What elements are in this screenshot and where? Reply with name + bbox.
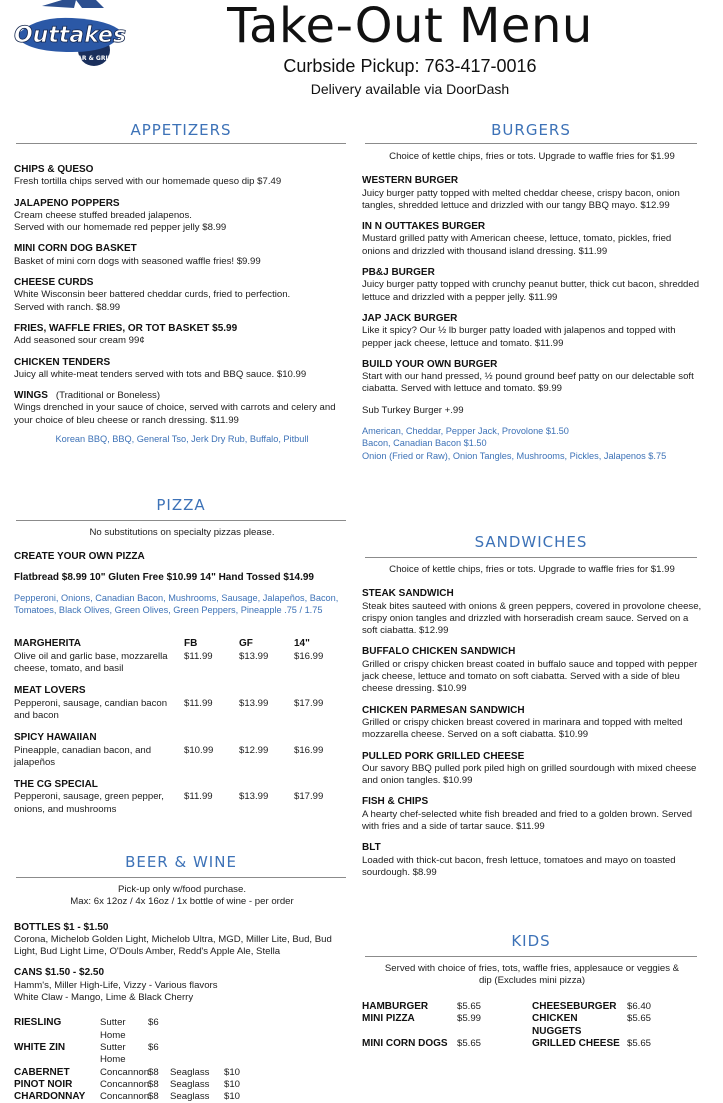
item-desc: White Wisconsin beer battered cheddar curds, fried to perfection. xyxy=(14,289,291,301)
price-gf: $13.99 xyxy=(239,650,269,662)
list-item xyxy=(362,267,702,304)
wine-price: $8 xyxy=(148,1091,159,1103)
burgers-title: BURGERS xyxy=(491,121,571,139)
wings-note: (Traditional or Boneless) xyxy=(55,390,161,402)
item-name: STEAK SANDWICH xyxy=(362,588,454,600)
item-name: HAMBURGER xyxy=(362,1000,429,1012)
wine-brand: Concannon xyxy=(100,1066,150,1078)
sandwiches-note: Choice of kettle chips, fries or tots. Upgrade to waffle fries for $1.99 xyxy=(389,564,675,575)
item-name: CHICKEN PARMESAN SANDWICH xyxy=(362,704,525,716)
logo-text: Outtakes xyxy=(14,23,126,48)
wine-price2: $10 xyxy=(224,1091,241,1103)
list-item xyxy=(14,357,350,382)
kids-list xyxy=(362,1001,702,1051)
wine-price: $8 xyxy=(148,1078,159,1090)
item-desc: Served with ranch. $8.99 xyxy=(14,301,121,313)
list-item xyxy=(14,390,350,445)
item-desc: Start with our hand pressed, ½ pound ground beef patty on our delectable soft ciabatta. Served with lettuce and tomato. $9.99 xyxy=(362,371,694,395)
item-desc: A hearty chef-selected white fish breaded and fried to a golden brown. Served with fries and a side of tartar sauce. $11.99 xyxy=(362,808,693,833)
list-item xyxy=(14,164,350,189)
item-desc: Served with our homemade red pepper jelly $8.99 xyxy=(14,222,227,234)
item-desc: Wings drenched in your sauce of choice, served with carrots and celery and your choice of bleu cheese or ranch dressing. $11.99 xyxy=(14,402,336,426)
table-row xyxy=(14,1067,350,1079)
item-name: MINI CORN DOGS xyxy=(362,1038,448,1050)
price-fb: $11.99 xyxy=(184,791,213,803)
table-row xyxy=(362,1038,702,1051)
item-desc: Mustard grilled patty with American cheese, lettuce, tomato, pickles, fried onions and drizzled with thousand island dressing. $11.99 xyxy=(362,233,672,257)
item-price: $5.65 xyxy=(457,1000,482,1012)
burgers-section xyxy=(362,151,702,462)
item-name: CHEESE CURDS xyxy=(14,277,94,289)
price-14: $17.99 xyxy=(294,697,324,709)
list-item xyxy=(362,705,702,742)
table-row xyxy=(14,698,350,723)
price-14: $16.99 xyxy=(294,744,324,756)
wine-brand: Sutter Home xyxy=(100,1017,126,1041)
item-desc: Juicy burger patty topped with melted cheddar cheese, crispy bacon, onion tangles, shredded lettuce and drizzled with our tangy BBQ mayo. $12.99 xyxy=(362,187,680,211)
item-name: WINGS xyxy=(14,390,48,402)
wine-price: $6 xyxy=(148,1041,159,1053)
wine-brand2: Seaglass xyxy=(170,1078,210,1090)
pizza-title: PIZZA xyxy=(156,496,206,514)
item-desc: Basket of mini corn dogs with seasoned waffle fries! $9.99 xyxy=(14,255,261,267)
cans-heading: CANS $1.50 - $2.50 xyxy=(14,967,105,979)
wine-name: PINOT NOIR xyxy=(14,1078,73,1090)
item-name: CHEESEBURGER xyxy=(532,1000,617,1012)
col-fb: FB xyxy=(184,638,198,650)
item-name: PB&J BURGER xyxy=(362,267,435,279)
wine-price2: $10 xyxy=(224,1066,241,1078)
item-name: CHICKEN TENDERS xyxy=(14,356,111,368)
item-name: MINI CORN DOG BASKET xyxy=(14,243,137,255)
wine-price2: $10 xyxy=(224,1078,241,1090)
item-name: BUILD YOUR OWN BURGER xyxy=(362,358,498,370)
item-name: MARGHERITA xyxy=(14,638,82,650)
item-desc: Like it spicy? Our ½ lb burger patty loaded with jalapenos and topped with pepper jack cheese, lettuce and tomato. $11.99 xyxy=(362,325,676,349)
cyo-heading: CREATE YOUR OWN PIZZA xyxy=(14,551,145,563)
item-price: $5.99 xyxy=(457,1013,482,1025)
beer-wine-divider xyxy=(16,877,346,878)
kids-title: KIDS xyxy=(511,932,551,950)
wine-brand: Sutter Home xyxy=(100,1041,126,1066)
table-row xyxy=(14,651,350,676)
wine-brand2 xyxy=(170,1017,224,1042)
list-item xyxy=(362,646,702,695)
beer-wine-title: BEER & WINE xyxy=(125,853,237,871)
pizza-toppings: Pepperoni, Onions, Canadian Bacon, Mushrooms, Sausage, Jalapeños, Bacon, Tomatoes, Black Olives, Green Olives, Green Peppers, Pineapple .75 / 1.75 xyxy=(14,592,339,616)
item-name: JALAPENO POPPERS xyxy=(14,197,120,209)
item-name: MEAT LOVERS xyxy=(14,685,86,697)
wine-name: RIESLING xyxy=(14,1017,62,1029)
item-desc: Juicy all white-meat tenders served with tots and BBQ sauce. $10.99 xyxy=(14,368,307,380)
kids-note: Served with choice of fries, tots, waffle fries, applesauce or veggies & dip (Excludes mini pizza) xyxy=(384,963,680,987)
addon-line: Onion (Fried or Raw), Onion Tangles, Mushrooms, Pickles, Jalapenos $.75 xyxy=(362,450,667,461)
item-desc: Pineapple, canadian bacon, and jalapeños xyxy=(14,744,152,768)
list-item xyxy=(362,796,702,833)
item-desc: Add seasoned sour cream 99¢ xyxy=(14,335,145,347)
appetizers-title: APPETIZERS xyxy=(130,121,232,139)
item-name: CHICKEN NUGGETS xyxy=(532,1013,582,1037)
price-14: $17.99 xyxy=(294,791,324,803)
beer-max: Max: 6x 12oz / 4x 16oz / 1x bottle of wine - per order xyxy=(70,896,294,908)
kids-section xyxy=(362,963,702,1051)
table-row xyxy=(14,1091,350,1103)
wine-name: CABERNET xyxy=(14,1066,70,1078)
item-name: WESTERN BURGER xyxy=(362,175,459,187)
table-row xyxy=(14,791,350,816)
sub-turkey: Sub Turkey Burger +.99 xyxy=(362,404,464,416)
appetizers-divider xyxy=(16,143,346,144)
table-row xyxy=(14,1017,350,1042)
item-price: $5.65 xyxy=(627,1013,652,1025)
item-price: $5.65 xyxy=(627,1038,652,1050)
wine-name: WHITE ZIN xyxy=(14,1041,66,1053)
list-item xyxy=(14,323,350,348)
table-row xyxy=(14,1042,350,1067)
col-gf: GF xyxy=(239,638,253,650)
sandwiches-divider xyxy=(365,557,697,558)
cans-desc: Hamm's, Miller High-Life, Vizzy - Various flavors xyxy=(14,979,218,991)
item-name: IN N OUTTAKES BURGER xyxy=(362,221,486,233)
wine-brand: Concannon xyxy=(100,1078,150,1090)
price-gf: $13.99 xyxy=(239,791,269,803)
sandwiches-section xyxy=(362,564,702,888)
pizza-sizes: Flatbread $8.99 10" Gluten Free $10.99 14" Hand Tossed $14.99 xyxy=(14,571,314,583)
beer-note: Pick-up only w/food purchase. xyxy=(118,884,246,895)
burgers-divider xyxy=(365,143,697,144)
wine-brand2 xyxy=(170,1042,224,1067)
list-item xyxy=(362,313,702,350)
specialty-header xyxy=(14,638,350,650)
table-row xyxy=(362,1001,702,1014)
item-name: CHIPS & QUESO xyxy=(14,164,94,175)
cans-desc: White Claw - Mango, Lime & Black Cherry xyxy=(14,992,194,1004)
table-row xyxy=(14,745,350,770)
list-item xyxy=(362,842,702,879)
item-name: SPICY HAWAIIAN xyxy=(14,732,97,744)
list-item xyxy=(362,588,702,637)
price-fb: $11.99 xyxy=(184,650,213,662)
wine-brand2: Seaglass xyxy=(170,1091,210,1103)
item-desc: Grilled or crispy chicken breast covered in marinara and topped with melted mozzarella cheese. Served on a soft ciabatta. $10.99 xyxy=(362,716,683,741)
price-14: $16.99 xyxy=(294,650,324,662)
bottles-heading: BOTTLES $1 - $1.50 xyxy=(14,921,109,933)
wine-price: $8 xyxy=(148,1066,159,1078)
item-desc: Our savory BBQ pulled pork piled high on grilled sourdough with mixed cheese and onion tangles. $10.99 xyxy=(362,762,697,787)
list-item xyxy=(362,175,702,212)
item-desc: Pepperoni, sausage, green pepper, onions, and mushrooms xyxy=(14,791,164,815)
logo-subtext: BAR & GRILL xyxy=(72,55,116,62)
beer-wine-section xyxy=(14,884,350,1103)
item-price: $5.65 xyxy=(457,1038,482,1050)
curbside-phone: Curbside Pickup: 763-417-0016 xyxy=(283,56,537,76)
item-desc: Fresh tortilla chips served with our homemade queso dip $7.49 xyxy=(14,176,282,188)
pizza-section xyxy=(14,527,350,816)
addon-line: American, Cheddar, Pepper Jack, Provolone $1.50 xyxy=(362,426,569,437)
item-desc: Juicy burger patty topped with crunchy peanut butter, thick cut bacon, shredded lettuce and drizzled with a pepper jelly. $11.99 xyxy=(362,279,700,303)
wine-brand2: Seaglass xyxy=(170,1066,210,1078)
wine-price2 xyxy=(224,1017,254,1042)
item-name: BUFFALO CHICKEN SANDWICH xyxy=(362,646,516,658)
item-name: BLT xyxy=(362,842,381,854)
outtakes-logo xyxy=(14,0,126,70)
item-desc: Olive oil and garlic base, mozzarella cheese, tomato, and basil xyxy=(14,650,168,675)
burgers-note: Choice of kettle chips, fries or tots. Upgrade to waffle fries for $1.99 xyxy=(389,151,675,162)
item-name: THE CG SPECIAL xyxy=(14,779,98,791)
item-desc: Steak bites sauteed with onions & green peppers, covered in provolone cheese, crispy onion tangles and drizzled with horseradish cream sauce. Served on a soft ciabatta. $12.99 xyxy=(362,600,702,637)
item-desc: Cream cheese stuffed breaded jalapenos. xyxy=(14,209,192,221)
price-gf: $13.99 xyxy=(239,697,269,709)
price-fb: $11.99 xyxy=(184,697,213,709)
kids-divider xyxy=(365,956,697,957)
price-fb: $10.99 xyxy=(184,744,214,756)
wine-price2 xyxy=(224,1042,254,1067)
list-item xyxy=(14,198,350,235)
appetizers-list xyxy=(14,164,350,454)
list-item xyxy=(14,277,350,314)
table-row xyxy=(362,1013,702,1038)
item-name: GRILLED CHEESE xyxy=(532,1038,620,1050)
item-price: $6.40 xyxy=(627,1000,652,1012)
item-name: JAP JACK BURGER xyxy=(362,312,458,324)
wine-brand: Concannon xyxy=(100,1091,150,1103)
wings-sauces: Korean BBQ, BBQ, General Tso, Jerk Dry Rub, Buffalo, Pitbull xyxy=(55,434,309,445)
list-item xyxy=(14,243,350,268)
item-name: FRIES, WAFFLE FRIES, OR TOT BASKET $5.99 xyxy=(14,322,238,334)
item-name: FISH & CHIPS xyxy=(362,796,429,808)
item-name: MINI PIZZA xyxy=(362,1013,415,1025)
item-desc: Loaded with thick-cut bacon, fresh lettuce, tomatoes and mayo on toasted sourdough. $8.99 xyxy=(362,854,676,878)
list-item xyxy=(362,359,702,396)
bottles-desc: Corona, Michelob Golden Light, Michelob Ultra, MGD, Miller Lite, Bud, Bud Light, Bud Light Lime, O'Douls Amber, Redd's Apple Ale, Stella xyxy=(14,933,332,958)
item-desc: Pepperoni, sausage, candian bacon and bacon xyxy=(14,697,168,721)
item-name: PULLED PORK GRILLED CHEESE xyxy=(362,750,525,762)
col-14: 14" xyxy=(294,638,310,650)
addon-line: Bacon, Canadian Bacon $1.50 xyxy=(362,438,487,449)
list-item xyxy=(362,221,702,258)
delivery-note: Delivery available via DoorDash xyxy=(310,81,510,97)
sandwiches-title: SANDWICHES xyxy=(474,533,588,551)
page-title: Take-Out Menu xyxy=(227,0,593,54)
pizza-note: No substitutions on specialty pizzas please. xyxy=(89,527,275,538)
wine-list xyxy=(14,1017,350,1103)
price-gf: $12.99 xyxy=(239,744,269,756)
wine-name: CHARDONNAY xyxy=(14,1091,86,1103)
pizza-divider xyxy=(16,520,346,521)
item-desc: Grilled or crispy chicken breast coated in buffalo sauce and topped with pepper jack cheese, lettuce and tomato on soft ciabatta. Served with a side of bleu cheese dressing. $10.99 xyxy=(362,658,698,695)
list-item xyxy=(362,751,702,788)
wine-price: $6 xyxy=(148,1017,159,1029)
